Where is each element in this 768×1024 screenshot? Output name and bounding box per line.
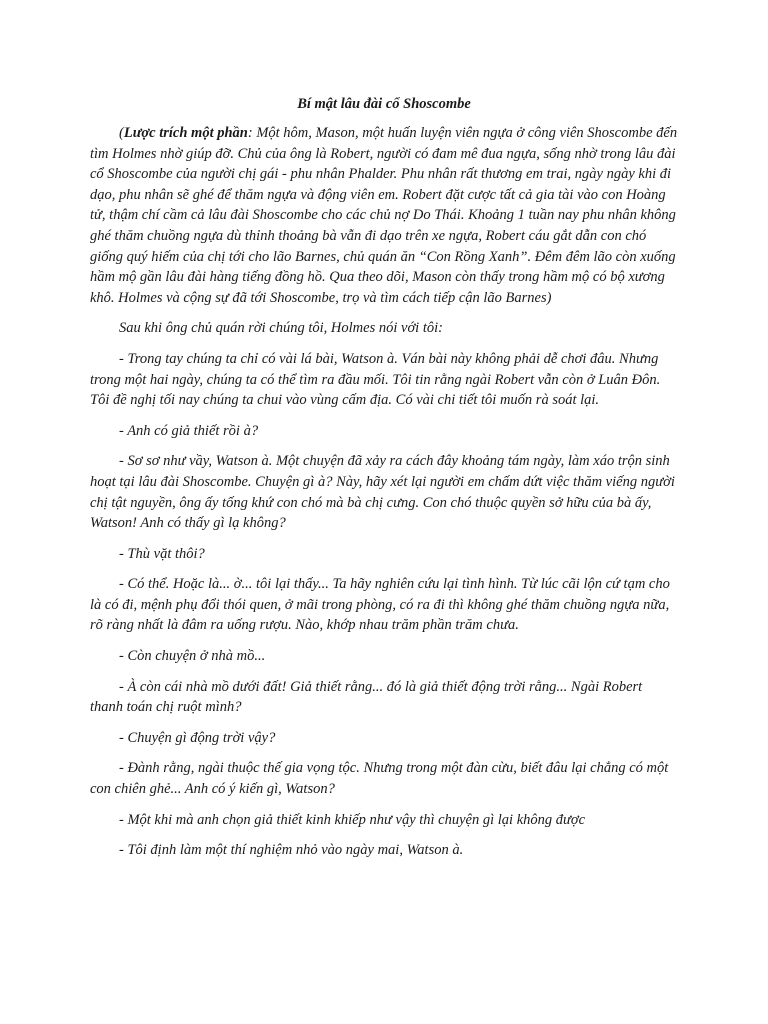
dialogue-line: - Một khi mà anh chọn giả thiết kinh khiếp như vậy thì chuyện gì lại không được (119, 811, 586, 828)
dialogue-line: - Đành rằng, ngài thuộc thế gia vọng tộc. Nhưng trong một đàn cừu, biết đâu lại chẳng có một con chiên ghẻ... Anh có ý kiến gì, Watson? (90, 760, 669, 798)
intro-lead: Lược trích một phần (123, 125, 248, 141)
intro-text: : Một hôm, Mason, một huấn luyện viên ngựa ở công viên Shoscombe đến tìm Holmes nhờ giúp đỡ. Chủ của ông là Robert, người có đam mê đua ngựa, sống nhờ trong lâu đài cổ Shoscombe của người chị gái - phu nhân Phalder. Phu nhân rất thương em trai, ngày ngày khi đi dạo, phu nhân sẽ ghé để thăm ngựa và động viên em. Robert đặt cược tất cả gia tài vào con Hoàng tử, thậm chí cầm cả lâu đài Shoscombe cho các chủ nợ Do Thái. Khoảng 1 tuần nay phu nhân không ghé thăm chuồng ngựa dù thỉnh thoảng bà vẫn đi dạo trên xe ngựa, Robert cáu gắt dẫn con chó giống quý hiếm của chị tới cho lão Barnes, chủ quán ăn “Con Rồng Xanh”. Đêm đêm lão còn xuống hầm mộ gần lâu đài hàng tiếng đồng hồ. Qua theo dõi, Mason còn thấy trong hầm mộ có bộ xương khô. Holmes và cộng sự đã tới Shoscombe, trọ và tìm cách tiếp cận lão Barnes) (90, 125, 678, 306)
intro-open-paren: ( (119, 125, 124, 141)
dialogue-line: - Sơ sơ như vầy, Watson à. Một chuyện đã xảy ra cách đây khoảng tám ngày, làm xáo trộn sinh hoạt tại lâu đài Shoscombe. Chuyện gì à? Này, hãy xét lại người em chấm dứt việc thăm viếng người chị tật nguyền, ông ấy tống khứ con chó mà bà chị cưng. Con chó thuộc quyền sở hữu của bà ấy, Watson! Anh có thấy gì lạ không? (90, 453, 675, 532)
dialogue-line: - Thù vặt thôi? (119, 545, 205, 562)
paragraph: Sau khi ông chủ quán rời chúng tôi, Holmes nói với tôi: (119, 320, 443, 337)
document-title: Bí mật lâu đài cổ Shoscombe (297, 96, 471, 112)
dialogue-line: - Anh có giả thiết rồi à? (119, 422, 259, 439)
dialogue-line: - Trong tay chúng ta chỉ có vài lá bài, Watson à. Ván bài này không phải dễ chơi đâu. Nhưng trong một hai ngày, chúng ta có thể tìm ra đầu mối. Tôi tin rằng ngài Robert vẫn còn ở Luân Đôn. Tôi đề nghị tối nay chúng ta chui vào vùng cấm địa. Có vài chi tiết tôi muốn rà soát lại. (90, 350, 661, 409)
intro-paragraph (90, 123, 678, 308)
dialogue-line: - Có thể. Hoặc là... ờ... tôi lại thấy... Ta hãy nghiên cứu lại tình hình. Từ lúc cãi lộn cứ tạm cho là có đi, mệnh phụ đổi thói quen, ở mãi trong phòng, có ra đi thì không ghé thăm chuồng ngựa nữa, rõ ràng nhất là đâm ra uống rượu. Nào, khớp nhau trăm phần trăm chưa. (90, 576, 670, 634)
dialogue-line: - Còn chuyện ở nhà mồ... (119, 648, 266, 665)
dialogue-line: - Chuyện gì động trời vậy? (119, 729, 276, 746)
dialogue-line: - À còn cái nhà mồ dưới đất! Giả thiết rằng... đó là giả thiết động trời rằng... Ngài Robert thanh toán chị ruột mình? (90, 678, 643, 716)
dialogue-line: - Tôi định làm một thí nghiệm nhỏ vào ngày mai, Watson à. (119, 842, 464, 859)
